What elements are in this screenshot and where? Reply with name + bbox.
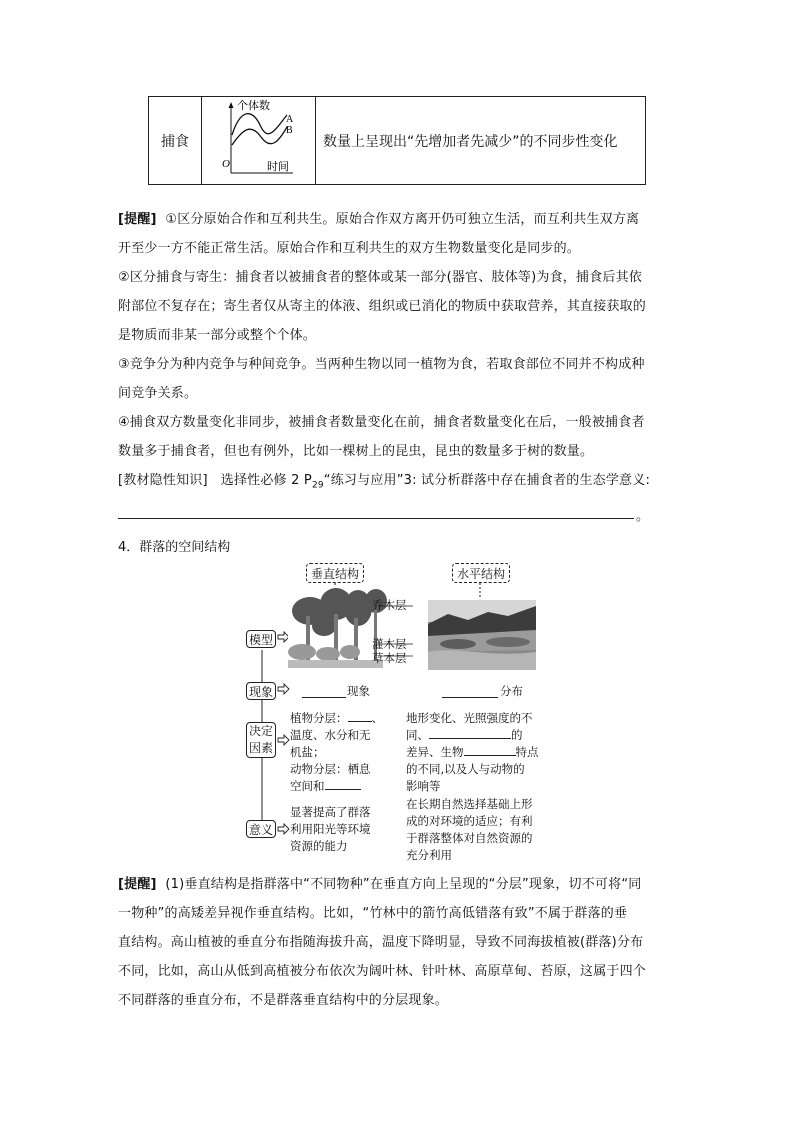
landscape-illustration	[428, 600, 536, 670]
answer-blank-line[interactable]	[118, 518, 634, 519]
row-factors: 决定因素	[246, 722, 276, 758]
row-model: 模型	[246, 630, 276, 648]
tip-text: 开至少一方不能正常生活。原始合作和互利共生的双方生物数量变化是同步的。	[118, 241, 581, 256]
tip-text: ④捕食双方数量变化非同步，被捕食者数量变化在前，捕食者数量变化在后，一般被捕食者	[118, 415, 645, 430]
tip-text: (1)垂直结构是指群落中“不同物种”在垂直方向上呈现的“分层”现象，切不可将“同	[165, 877, 642, 892]
vertical-structure-label: 垂直结构	[306, 563, 364, 583]
meaning-text: 资源的能力	[290, 839, 348, 853]
hidden-knowledge-question: “练习与应用”3: 试分析群落中存在捕食者的生态学意义:	[323, 473, 651, 488]
phenomenon-vertical: 现象	[347, 684, 370, 698]
factors-text: 动物分层：栖息	[290, 762, 371, 776]
tip-paragraph-5	[118, 870, 678, 1015]
predation-description: 数量上呈现出“先增加者先减少”的不同步性变化	[323, 133, 618, 150]
factors-text: 地形变化、光照强度的不	[406, 711, 533, 725]
graph-ylabel: 个体数	[237, 100, 270, 112]
meaning-text: 利用阳光等环境	[290, 822, 371, 836]
factors-horizontal	[406, 710, 546, 795]
factors-text: 植物分层：	[290, 711, 348, 725]
horizontal-structure-label: 水平结构	[452, 563, 510, 583]
blank-food-condition[interactable]	[325, 778, 361, 790]
tip-text: 数量多于捕食者，但也有例外，比如一棵树上的昆虫，昆虫的数量多于树的数量。	[118, 444, 594, 459]
page-subscript: 29	[311, 480, 324, 491]
tip-text: ②区分捕食与寄生：捕食者以被捕食者的整体或某一部分(器官、肢体等)为食，捕食后其依	[118, 270, 642, 285]
factors-text: 差异、生物	[406, 745, 464, 759]
factors-text: 机盐；	[290, 745, 325, 759]
layer-tree: 乔木层	[372, 598, 407, 612]
blank-horizontal-distribution[interactable]	[442, 697, 498, 698]
end-mark: 。	[636, 509, 650, 524]
hidden-knowledge	[118, 466, 678, 501]
curve-a-label: A	[286, 114, 294, 125]
phenomenon-horizontal: 分布	[500, 684, 523, 698]
factors-text: 温度、水分和无	[290, 728, 371, 742]
tip-text: 是物质而非某一部分或整个个体。	[118, 328, 317, 343]
tip-text: 直结构。高山植被的垂直分布指随海拔升高，温度下降明显，导致不同海拔植被(群落)分布	[118, 935, 644, 950]
section-title: 4．群落的空间结构	[118, 540, 231, 555]
meaning-text: 于群落整体对自然资源的	[406, 831, 533, 845]
meaning-vertical	[290, 804, 390, 855]
factors-vertical	[290, 710, 400, 795]
meaning-text: 成的对环境的适应；有利	[406, 814, 533, 828]
tip-text: 一物种”的高矮差异视作垂直结构。比如，“竹林中的箭竹高低错落有致”不属于群落的垂	[118, 906, 628, 921]
factors-text: 空间和	[290, 779, 325, 793]
row-meaning: 意义	[246, 820, 276, 838]
tip-text: 附部位不复存在；寄生者仅从寄主的体液、组织或已消化的物质中获取营养，其直接获取的	[118, 299, 647, 314]
graph-origin: O	[222, 158, 230, 170]
tip-paragraph-3	[118, 350, 678, 408]
blank-soil-moisture[interactable]	[429, 727, 511, 739]
tip-text: ①区分原始合作和互利共生。原始合作双方离开仍可独立生活，而互利共生双方离	[165, 212, 640, 227]
hidden-knowledge-tag: [教材隐性知识]	[118, 473, 208, 488]
forest-illustration	[288, 586, 428, 668]
tip-text: 不同，比如，高山从低到高植被分布依次为阔叶林、针叶林、高原草甸、苔原，这属于四个	[118, 964, 647, 979]
meaning-text: 在长期自然选择基础上形	[406, 797, 533, 811]
factors-text: 、	[371, 711, 383, 725]
curve-b-label: B	[286, 125, 293, 136]
tip-tag: [提醒]	[118, 877, 157, 892]
tip-text: 不同群落的垂直分布，不是群落垂直结构中的分层现象。	[118, 993, 449, 1008]
predation-table	[148, 96, 646, 185]
tip-paragraph-1	[118, 205, 678, 263]
tip-paragraph-2	[118, 263, 678, 350]
layer-grass: 草本层	[372, 651, 407, 665]
factors-text: 的	[511, 728, 523, 742]
tip-tag: [提醒]	[118, 212, 157, 227]
meaning-text: 显著提高了群落	[290, 805, 371, 819]
blank-growth[interactable]	[464, 744, 516, 756]
blank-vertical-phenomenon[interactable]	[302, 697, 346, 698]
tip-text: 间竞争关系。	[118, 386, 198, 401]
graph-xlabel: 时间	[267, 161, 289, 173]
factors-text: 的不同,以及人与动物的	[406, 762, 525, 776]
hidden-knowledge-text: 选择性必修 2 P	[220, 473, 312, 488]
predation-graph	[201, 97, 316, 184]
row-phenomenon: 现象	[246, 682, 276, 700]
factors-text: 同、	[406, 728, 429, 742]
factors-text: 影响等	[406, 779, 441, 793]
factors-text: 特点	[515, 745, 539, 759]
tip-text: ③竞争分为种内竞争与种间竞争。当两种生物以同一植物为食，若取食部位不同并不构成种	[118, 357, 645, 372]
blank-light[interactable]	[348, 710, 372, 722]
meaning-horizontal	[406, 796, 556, 864]
meaning-text: 充分利用	[406, 848, 452, 862]
row-label: 捕食	[149, 97, 202, 184]
layer-shrub: 灌木层	[372, 637, 407, 651]
tip-paragraph-4	[118, 408, 678, 466]
